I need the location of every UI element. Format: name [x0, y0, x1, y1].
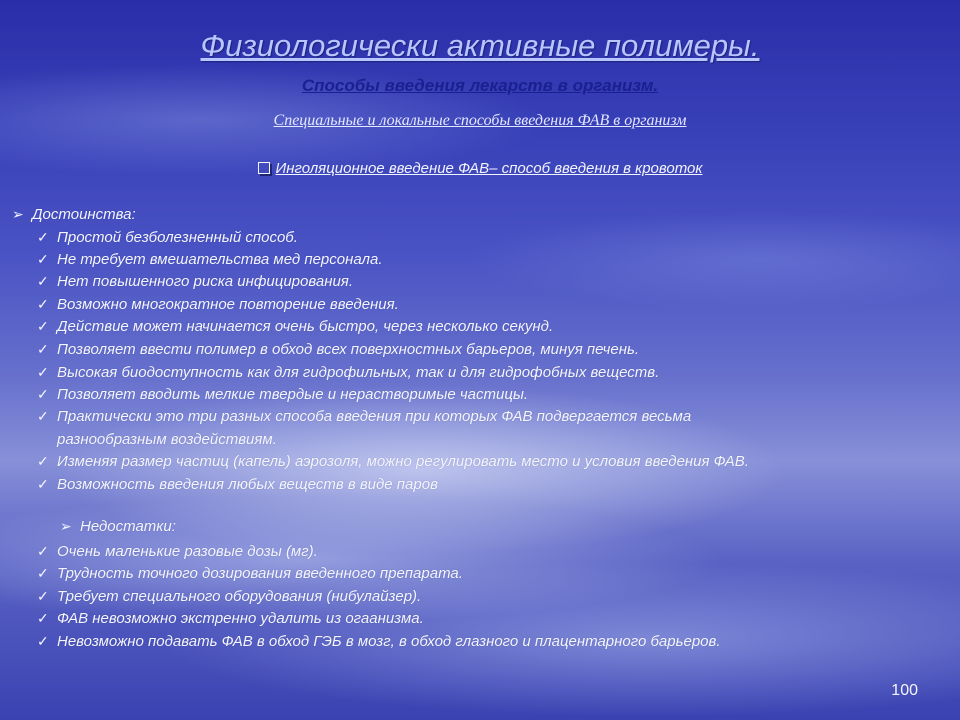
- checkmark-icon: ✓: [37, 229, 49, 245]
- list-item: разнообразным воздействиям.: [57, 431, 277, 448]
- checkmark-icon: ✓: [37, 364, 49, 380]
- list-item: Изменяя размер частиц (капель) аэрозоля, можно регулировать место и условия введения ФАВ.: [57, 453, 749, 470]
- list-item: Очень маленькие разовые дозы (мг).: [57, 543, 318, 560]
- checkbox-square-icon: [258, 162, 270, 174]
- checkmark-icon: ✓: [37, 453, 49, 469]
- list-item: Позволяет ввести полимер в обход всех поверхностных барьеров, минуя печень.: [57, 341, 640, 358]
- list-item: Действие может начинается очень быстро, через несколько секунд.: [57, 318, 554, 335]
- list-heading: Достоинства:: [32, 206, 136, 223]
- checkmark-icon: ✓: [37, 476, 49, 492]
- list-item: Не требует вмешательства мед персонала.: [57, 251, 383, 268]
- checkmark-icon: ✓: [37, 543, 49, 559]
- list-item: Невозможно подавать ФАВ в обход ГЭБ в мозг, в обход глазного и плацентарного барьеров.: [57, 633, 721, 650]
- checkmark-icon: ✓: [37, 633, 49, 649]
- checkmark-icon: ✓: [37, 408, 49, 424]
- topic-line: [0, 160, 960, 177]
- list-item: Трудность точного дозирования введенного препарата.: [57, 565, 463, 582]
- list-item: Практически это три разных способа введения при которых ФАВ подвергается весьма: [57, 408, 692, 425]
- checkmark-icon: ✓: [37, 588, 49, 604]
- list-item: ФАВ невозможно экстренно удалить из огаанизма.: [57, 610, 424, 627]
- checkmark-icon: ✓: [37, 610, 49, 626]
- checkmark-icon: ✓: [37, 296, 49, 312]
- checkmark-icon: ✓: [37, 565, 49, 581]
- list-item: Возможность введения любых веществ в виде паров: [57, 476, 438, 493]
- checkmark-icon: ✓: [37, 251, 49, 267]
- topic-text: Инголяционное введение ФАВ– способ введения в кровоток: [275, 160, 703, 177]
- slide-subtitle: Способы введения лекарств в организм.: [301, 76, 659, 95]
- list-heading: Недостатки:: [80, 518, 176, 535]
- checkmark-icon: ✓: [37, 273, 49, 289]
- list-item: Возможно многократное повторение введения.: [57, 296, 399, 313]
- list-item: Высокая биодоступность как для гидрофильных, так и для гидрофобных веществ.: [57, 364, 660, 381]
- arrow-bullet-icon: ➢: [60, 518, 72, 534]
- list-item: Простой безболезненный способ.: [57, 229, 298, 246]
- slide-subtitle-secondary: Специальные и локальные способы введения ФАВ в организм: [273, 112, 687, 129]
- list-item: Требует специального оборудования (нибулайзер).: [57, 588, 422, 605]
- slide-title: Физиологически активные полимеры.: [200, 28, 760, 63]
- checkmark-icon: ✓: [37, 318, 49, 334]
- arrow-bullet-icon: ➢: [12, 206, 24, 222]
- list-item: Позволяет вводить мелкие твердые и нерастворимые частицы.: [57, 386, 529, 403]
- checkmark-icon: ✓: [37, 341, 49, 357]
- list-item: Нет повышенного риска инфицирования.: [57, 273, 353, 290]
- page-number: 100: [891, 682, 918, 699]
- checkmark-icon: ✓: [37, 386, 49, 402]
